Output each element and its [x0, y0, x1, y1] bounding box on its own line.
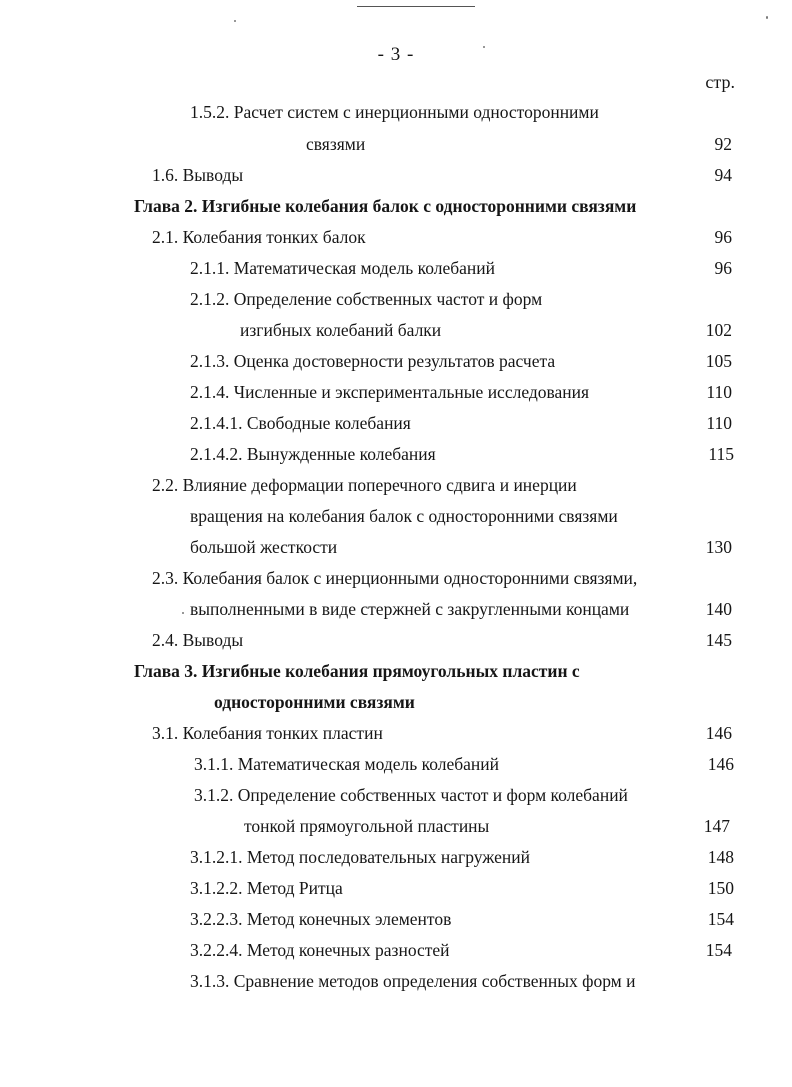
toc-entry-page: 130 [705, 537, 732, 557]
toc-entry-page: 154 [705, 940, 732, 960]
toc-entry-text: 3.1.1. Математическая модель колебаний [194, 754, 500, 774]
toc-entry-text: 3.1.2.2. Метод Ритца [190, 878, 343, 898]
toc-entry-text: 2.1.2. Определение собственных частот и форм [190, 289, 543, 309]
toc-entry-page: 110 [706, 382, 732, 402]
scan-speck [234, 20, 236, 22]
toc-entry-page: 140 [705, 599, 732, 619]
toc-entry-text: 3.1.2. Определение собственных частот и форм колебаний [194, 785, 628, 805]
page-column-label: стр. [705, 72, 735, 92]
toc-entry-page: 154 [707, 909, 734, 929]
toc-entry-text: изгибных колебаний балки [240, 320, 442, 340]
toc-entry-text: 2.1.4.1. Свободные колебания [190, 413, 411, 433]
toc-entry-text: 3.2.2.3. Метод конечных элементов [190, 909, 452, 929]
toc-entry-text: 3.1. Колебания тонких пластин [152, 723, 383, 743]
toc-entry-page: 146 [707, 754, 734, 774]
toc-entry-text: 2.2. Влияние деформации поперечного сдвига и инерции [152, 475, 577, 495]
toc-entry-page: 148 [707, 847, 734, 867]
toc-entry-text: 3.1.2.1. Метод последовательных нагружений [190, 847, 530, 867]
toc-chapter-heading: Глава 3. Изгибные колебания прямоугольных пластин с [134, 661, 580, 681]
toc-entry-page: 145 [705, 630, 732, 650]
scan-speck [182, 612, 184, 614]
toc-entry-page: 102 [705, 320, 732, 340]
toc-entry-page: 96 [714, 227, 732, 247]
toc-entry-page: 105 [705, 351, 732, 371]
scan-artifact-line [357, 6, 475, 7]
toc-entry-text: связями [306, 134, 366, 154]
toc-entry-page: 110 [706, 413, 732, 433]
toc-entry-page: 146 [705, 723, 732, 743]
toc-entry-text: 2.1.1. Математическая модель колебаний [190, 258, 496, 278]
toc-entry-page: 150 [707, 878, 734, 898]
toc-entry-text: 2.4. Выводы [152, 630, 244, 650]
toc-entry-text: 1.6. Выводы [152, 165, 244, 185]
toc-entry-page: 147 [703, 816, 730, 836]
toc-entry-text: 3.1.3. Сравнение методов определения собственных форм и [190, 971, 636, 991]
toc-entry-page: 115 [708, 444, 734, 464]
toc-entry-text: выполненными в виде стержней с закругленными концами [190, 599, 630, 619]
toc-entry-page: 96 [714, 258, 732, 278]
toc-entry-text: большой жесткости [190, 537, 338, 557]
toc-entry-text: 2.1.4. Численные и экспериментальные исследования [190, 382, 590, 402]
toc-entry-page: 92 [714, 134, 732, 154]
page-number: - 3 - [377, 44, 415, 65]
toc-entry-text: 2.3. Колебания балок с инерционными односторонними связями, [152, 568, 638, 588]
toc-entry-text: 2.1. Колебания тонких балок [152, 227, 366, 247]
toc-entry-text: 2.1.3. Оценка достоверности результатов расчета [190, 351, 556, 371]
toc-entry-text: вращения на колебания балок с односторонними связями [190, 506, 618, 526]
toc-chapter-heading: односторонними связями [214, 692, 415, 712]
toc-entry-text: 3.2.2.4. Метод конечных разностей [190, 940, 450, 960]
toc-entry-text: 1.5.2. Расчет систем с инерционными односторонними [190, 102, 599, 122]
scan-speck [766, 16, 768, 19]
toc-entry-text: 2.1.4.2. Вынужденные колебания [190, 444, 436, 464]
toc-entry-page: 94 [714, 165, 732, 185]
toc-chapter-heading: Глава 2. Изгибные колебания балок с односторонними связями [134, 196, 637, 216]
toc-entry-text: тонкой прямоугольной пластины [244, 816, 490, 836]
